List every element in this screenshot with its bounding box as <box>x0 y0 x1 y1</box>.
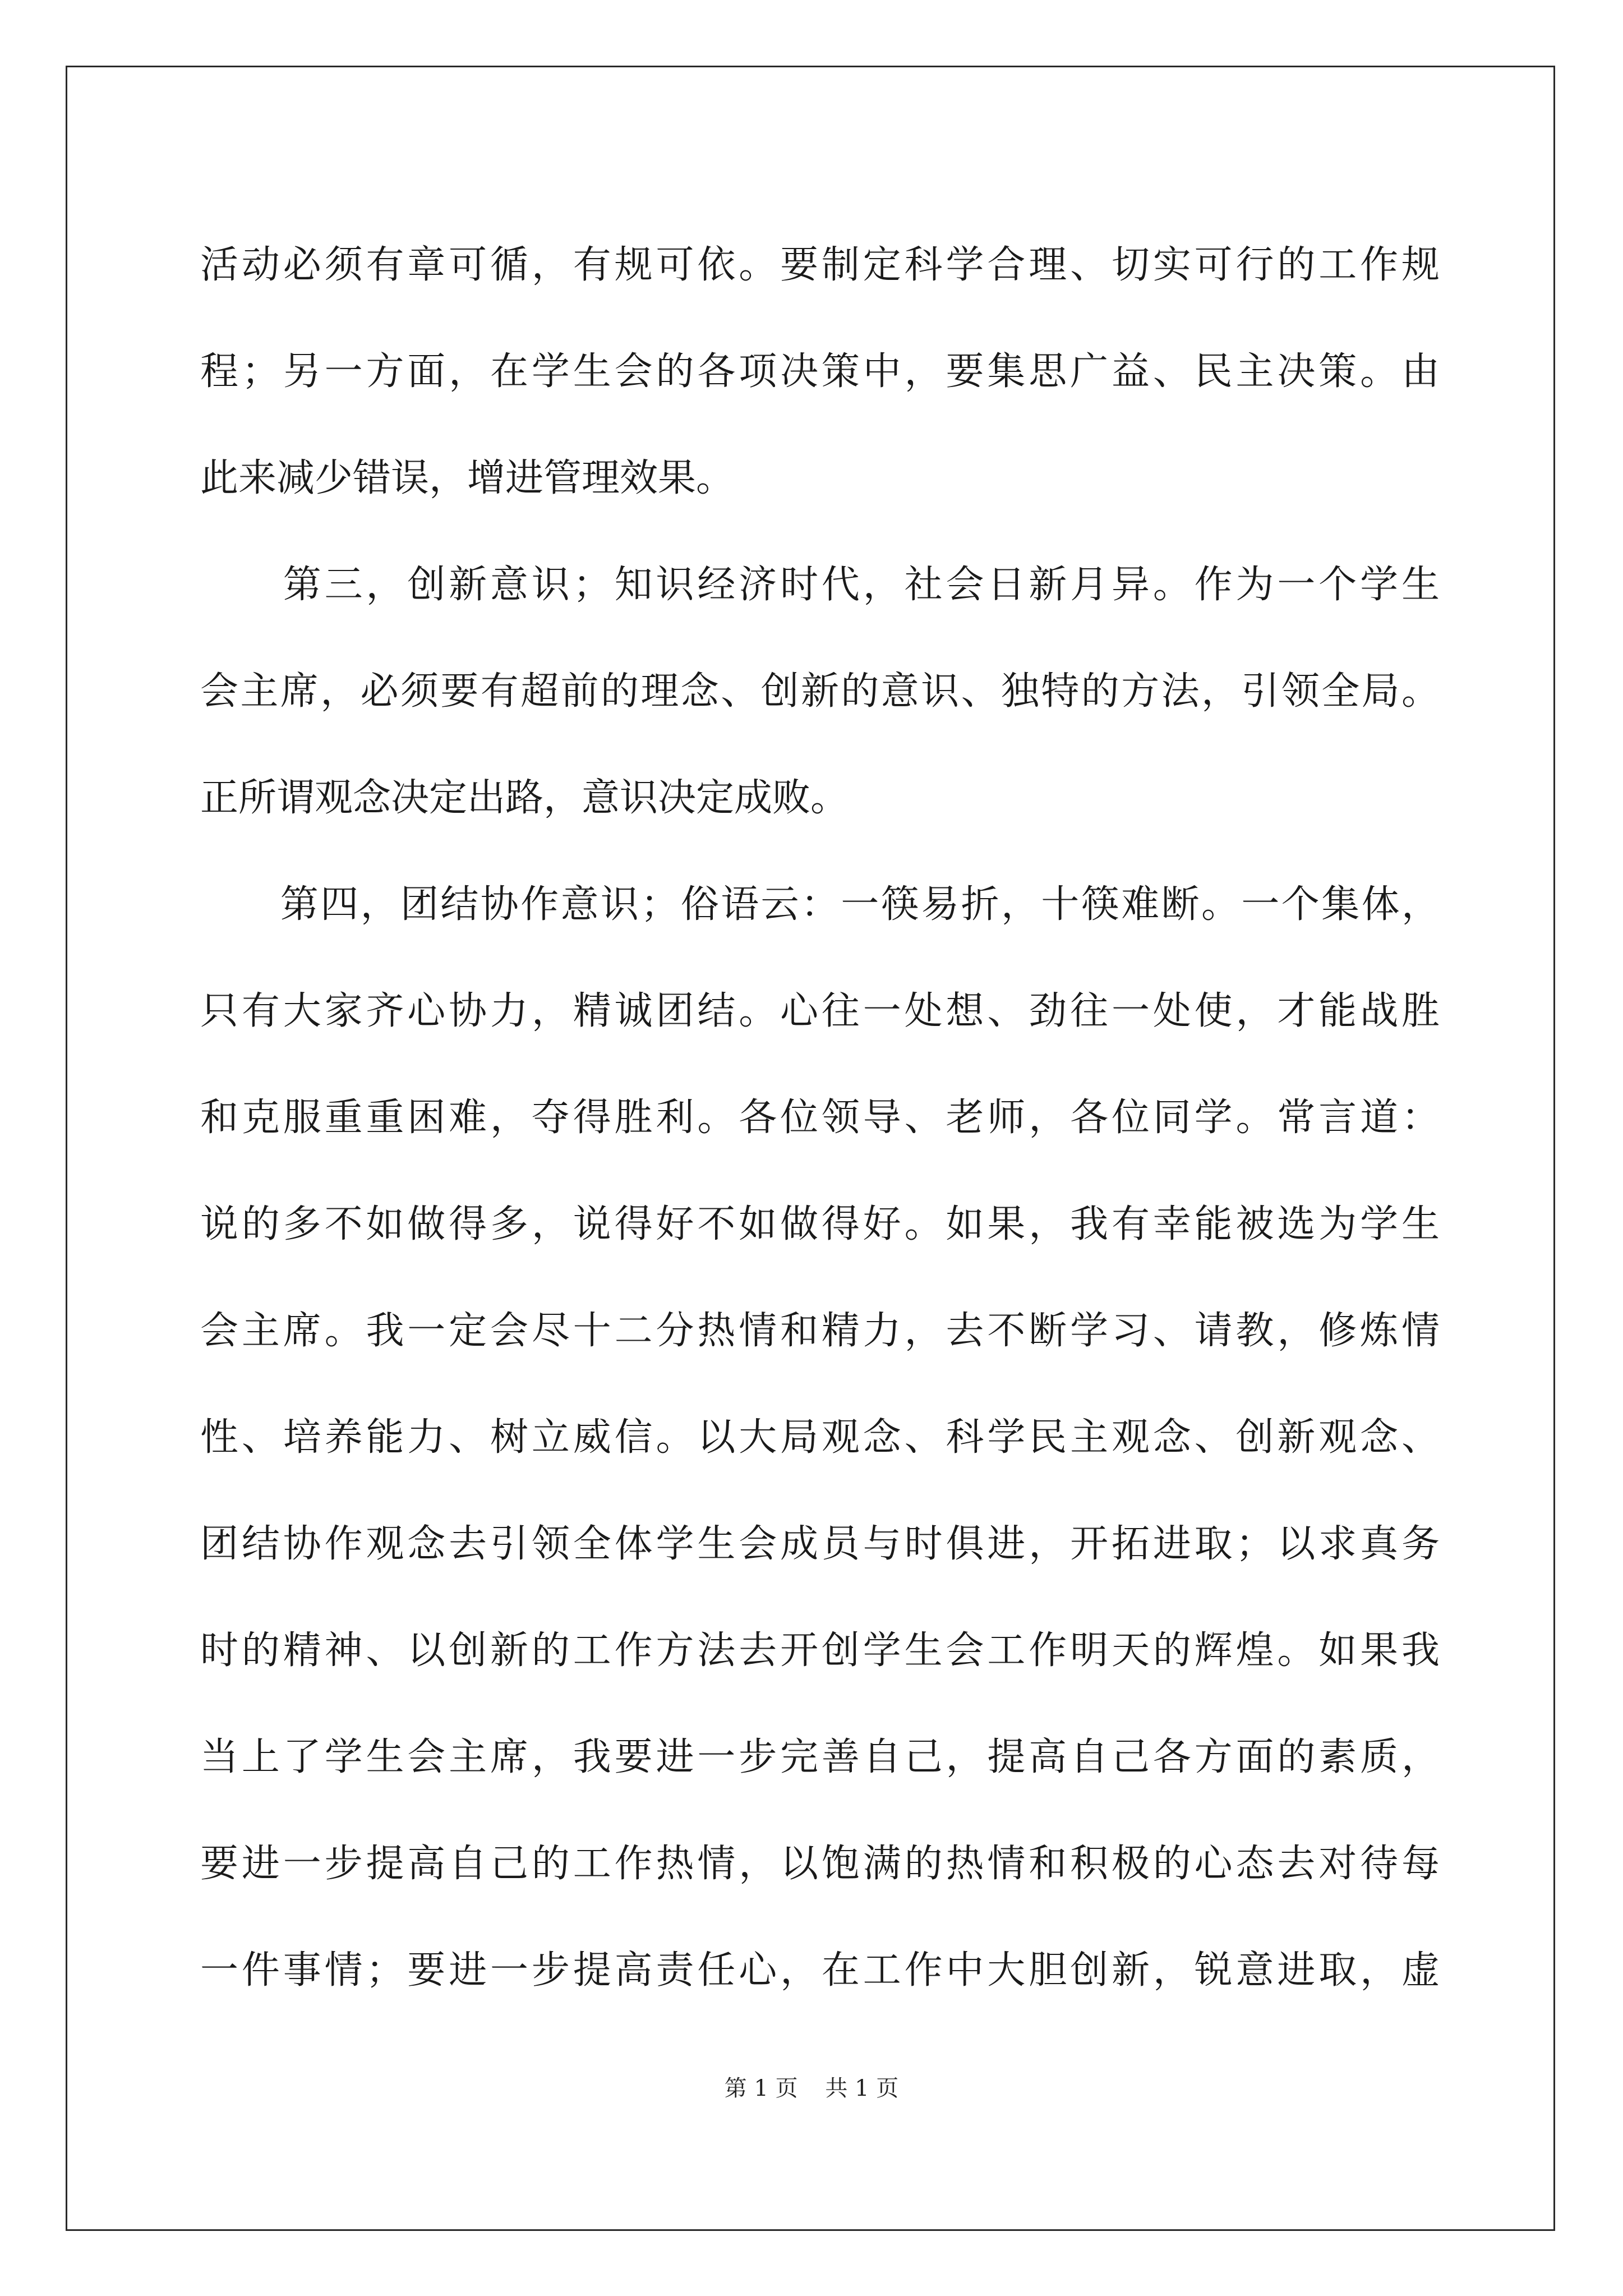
text-line: 时的精神、以创新的工作方法去开创学生会工作明天的辉煌。如果我 <box>200 1628 1440 1673</box>
page-number-total: 共 1 页 <box>825 2076 899 2101</box>
text-line: 程；另一方面，在学生会的各项决策中，要集思广益、民主决策。由 <box>200 349 1440 394</box>
text-line: 第三，创新意识；知识经济时代，社会日新月异。作为一个学生 <box>200 563 1440 607</box>
text-line: 要进一步提高自己的工作热情，以饱满的热情和积极的心态去对待每 <box>200 1842 1440 1886</box>
text-line: 性、培养能力、树立威信。以大局观念、科学民主观念、创新观念、 <box>200 1415 1440 1460</box>
text-line: 只有大家齐心协力，精诚团结。心往一处想、劲往一处使，才能战胜 <box>200 989 1440 1033</box>
text-line: 一件事情；要进一步提高责任心，在工作中大胆创新，锐意进取，虚 <box>200 1948 1440 1993</box>
text-line: 活动必须有章可循，有规可依。要制定科学合理、切实可行的工作规 <box>200 243 1440 287</box>
page-footer <box>0 2074 1623 2102</box>
text-line: 当上了学生会主席，我要进一步完善自己，提高自己各方面的素质， <box>200 1735 1440 1779</box>
text-line: 会主席。我一定会尽十二分热情和精力，去不断学习、请教，修炼情 <box>200 1309 1440 1353</box>
text-line: 此来减少错误，增进管理效果。 <box>200 456 735 500</box>
text-line: 团结协作观念去引领全体学生会成员与时俱进，开拓进取；以求真务 <box>200 1522 1440 1566</box>
text-line: 说的多不如做得多，说得好不如做得好。如果，我有幸能被选为学生 <box>200 1202 1440 1246</box>
page-number-current: 第 1 页 <box>724 2076 798 2101</box>
text-line: 会主席，必须要有超前的理念、创新的意识、独特的方法，引领全局。 <box>200 669 1440 714</box>
document-body <box>200 212 1440 2024</box>
text-line: 第四，团结协作意识；俗语云：一筷易折，十筷难断。一个集体， <box>200 882 1440 927</box>
text-line: 和克服重重困难，夺得胜利。各位领导、老师，各位同学。常言道： <box>200 1096 1440 1140</box>
text-line: 正所谓观念决定出路，意识决定成败。 <box>200 776 849 820</box>
